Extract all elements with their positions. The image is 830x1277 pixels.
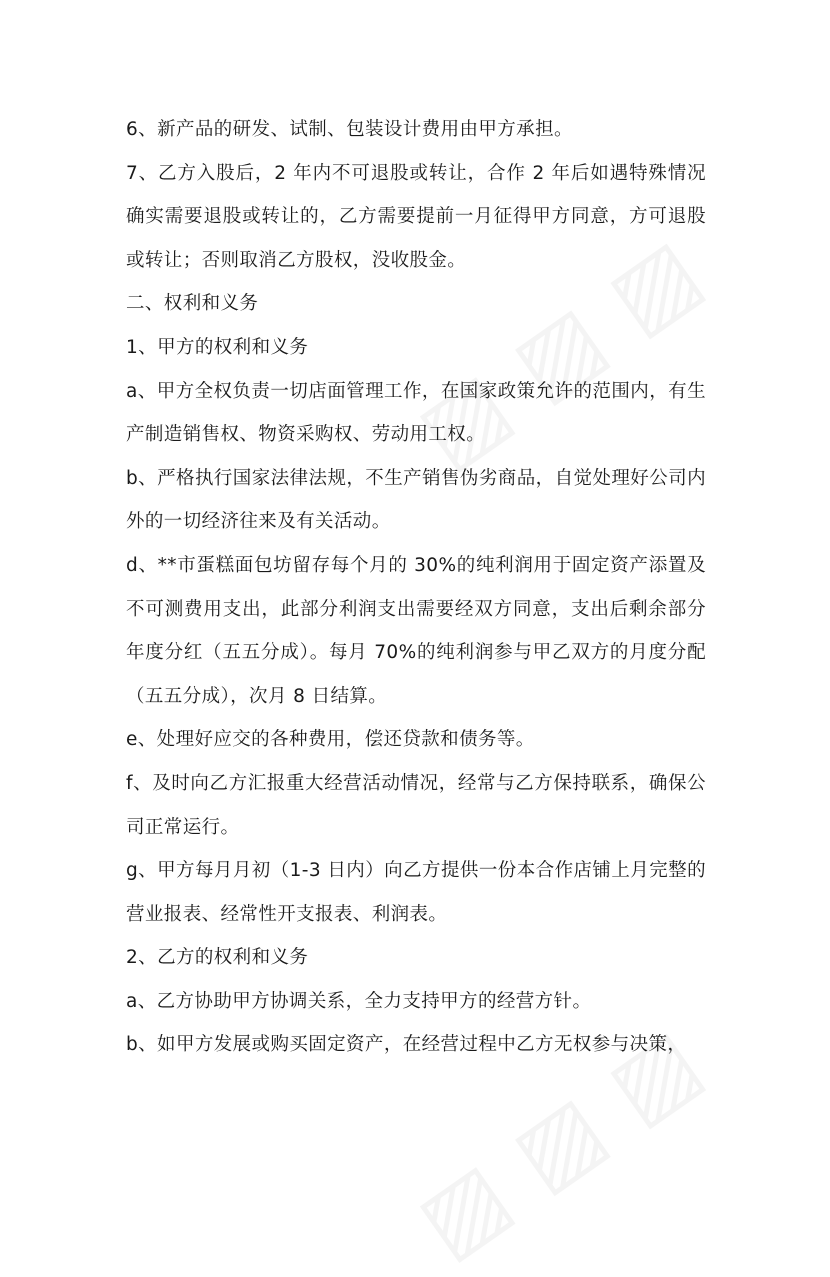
paragraph-b-party-a: b、严格执行国家法律法规，不生产销售伪劣商品，自觉处理好公司内外的一切经济往来及有关活动。 bbox=[126, 467, 706, 533]
paragraph-a-party-a: a、甲方全权负责一切店面管理工作，在国家政策允许的范围内，有生产制造销售权、物资采购权、劳动用工权。 bbox=[126, 380, 706, 446]
paragraph-g-party-a: g、甲方每月月初（1-3 日内）向乙方提供一份本合作店铺上月完整的营业报表、经常性开支报表、利润表。 bbox=[126, 860, 706, 925]
paragraph-item-7: 7、乙方入股后，2 年内不可退股或转让，合作 2 年后如遇特殊情况确实需要退股或转让的，乙方需要提前一月征得甲方同意，方可退股或转让；否则取消乙方股权，没收股金。 bbox=[126, 162, 706, 271]
paragraph-b-party-b: b、如甲方发展或购买固定资产，在经营过程中乙方无权参与决策， bbox=[126, 1034, 687, 1056]
paragraph-f-party-a: f、及时向乙方汇报重大经营活动情况，经常与乙方保持联系，确保公司正常运行。 bbox=[126, 772, 706, 838]
subsection-heading-party-a: 1、甲方的权利和义务 bbox=[126, 336, 309, 358]
paragraph-e-party-a: e、处理好应交的各种费用，偿还贷款和债务等。 bbox=[126, 729, 535, 751]
subsection-heading-party-b: 2、乙方的权利和义务 bbox=[126, 947, 309, 969]
paragraph-d-party-a: d、**市蛋糕面包坊留存每个月的 30%的纯利润用于固定资产添置及不可测费用支出，此部分利润支出需要经双方同意，支出后剩余部分年度分红（五五分成）。每月 70%的纯利润参与甲乙双方的月度分配（五五分成），次月 8 日结算。 bbox=[126, 554, 706, 707]
section-heading-rights: 二、权利和义务 bbox=[126, 293, 259, 315]
paragraph-item-6: 6、新产品的研发、试制、包装设计费用由甲方承担。 bbox=[126, 119, 573, 140]
paragraph-a-party-b: a、乙方协助甲方协调关系，全力支持甲方的经营方针。 bbox=[126, 990, 592, 1012]
document-body bbox=[126, 108, 706, 1067]
